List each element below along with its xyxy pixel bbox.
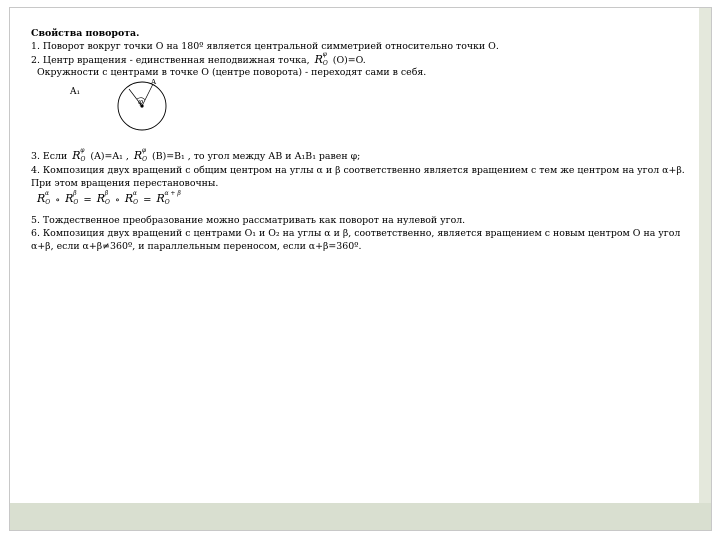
slide-content: [31, 27, 695, 253]
formula-op-equals-1: =: [83, 194, 92, 206]
property-4: 4. Композиция двух вращений с общим центром на углы α и β соответственно является вращением с тем же центром на угол α+β. При этом вращения перестановочны.: [31, 165, 685, 189]
slide-footer-bar: [10, 503, 711, 530]
property-3-lead: 3. Если: [31, 151, 68, 162]
radius-a: [142, 84, 153, 106]
formula-term-1: $R_O$ α: [37, 189, 51, 206]
property-2-equation: (O)=O.: [332, 55, 366, 66]
rotation-symbol-3a: $R_O$ φ: [72, 147, 86, 163]
formula-term-4: $R_O$ α: [124, 189, 139, 206]
label-a: A: [151, 79, 157, 86]
property-2-circles: Окружности с центрами в точке О (центре поворота) - переходят сами в себя.: [37, 67, 427, 78]
formula-term-2: $R_O$ β: [65, 189, 79, 206]
formula-term-5: $R_O$ α + β: [156, 189, 181, 206]
property-1: 1. Поворот вокруг точки О на 180º является центральной симметрией относительно точки О.: [31, 41, 499, 52]
rotation-symbol-3b: $R_O$ φ: [133, 147, 148, 163]
label-phi: φ: [138, 98, 143, 106]
property-3: [31, 149, 695, 162]
rotation-diagram-svg: [65, 79, 185, 149]
slide-side-strip: [699, 8, 711, 503]
rotation-symbol: $R_O$ φ: [314, 51, 328, 67]
formula-op-compose-2: ∘: [114, 194, 120, 206]
property-3-mid: (A)=A₁ ,: [90, 151, 129, 162]
property-3-tail: (B)=B₁ , то угол между АВ и А₁В₁ равен φ;: [152, 151, 361, 162]
formula-op-compose-1: ∘: [55, 194, 61, 206]
property-2-text: 2. Центр вращения - единственная неподвижная точка,: [31, 55, 310, 66]
rotation-diagram: [31, 79, 695, 149]
formula-term-3: $R_O$ β: [96, 189, 110, 206]
slide-title: Свойства поворота.: [31, 28, 140, 39]
property-2: [31, 53, 695, 66]
label-a1: A₁: [70, 87, 81, 97]
property-5: 5. Тождественное преобразование можно рассматривать как поворот на нулевой угол.: [31, 215, 466, 226]
formula-op-equals-2: =: [143, 194, 152, 206]
composition-formula: [31, 190, 695, 210]
property-6: 6. Композиция двух вращений с центрами О₁ и О₂ на углы α и β, соответственно, является вращением с новым центром О на угол α+β, если α+β≠360º, и параллельным переносом, если α+β=360º.: [31, 228, 681, 252]
